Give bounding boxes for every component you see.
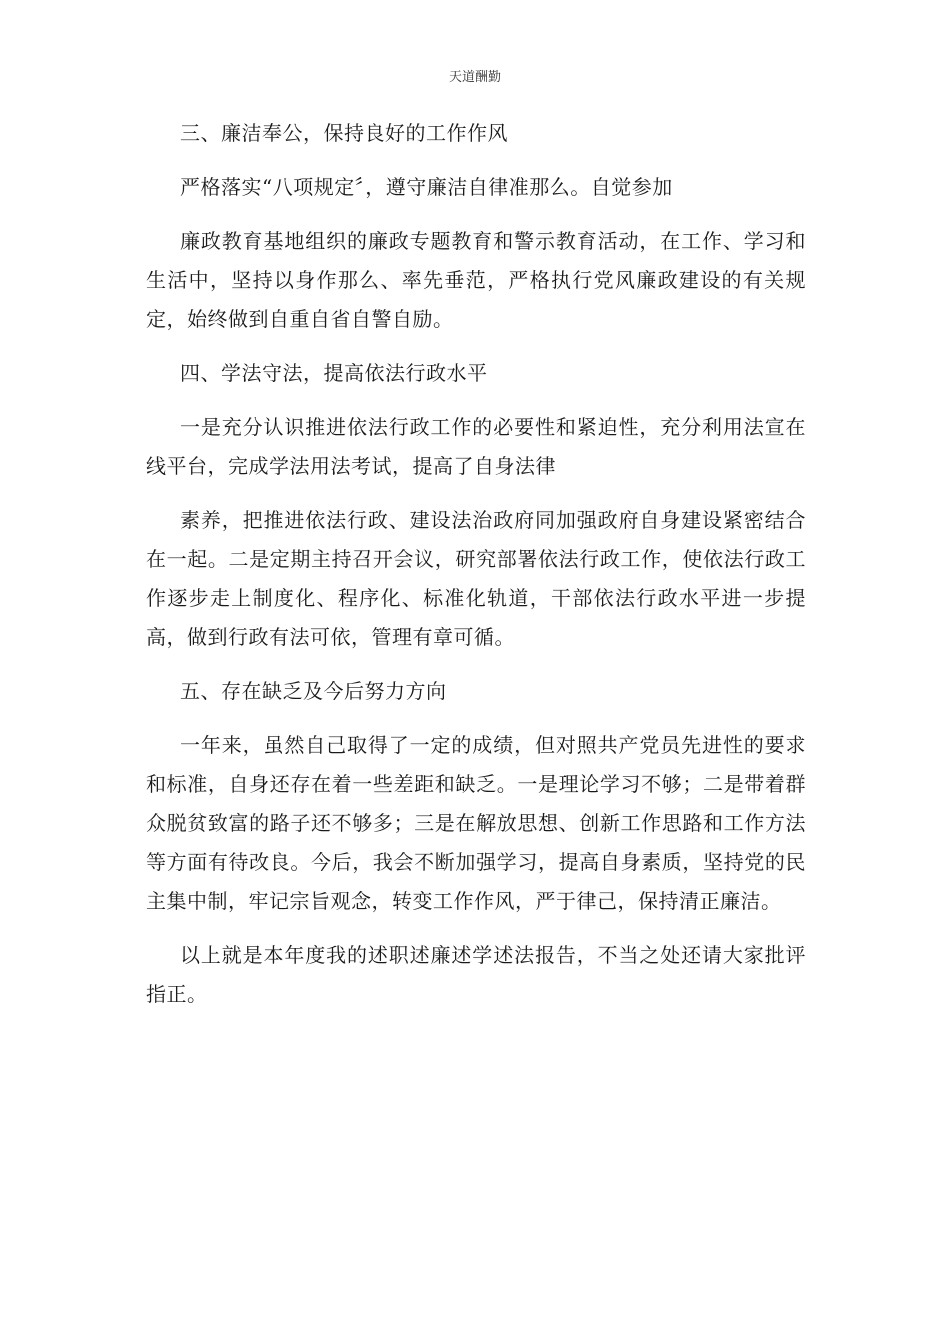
section-heading-integrity: 三、廉洁奉公，保持良好的工作作风	[180, 121, 508, 145]
section-heading-shortcomings: 五、存在缺乏及今后努力方向	[180, 679, 447, 703]
paragraph-eight-rules: 严格落实“八项规定〞，遵守廉洁自律准那么。自觉参加	[180, 175, 673, 199]
document-body	[146, 114, 806, 1029]
page-header: 天道酬勤	[448, 70, 501, 85]
paragraph-law-administration: 素养，把推进依法行政、建设法治政府同加强政府自身建设紧密结合在一起。二是定期主持召开会议，研究部署依法行政工作，使依法行政工作逐步走上制度化、程序化、标准化轨道，干部依法行政水平进一步提高，做到行政有法可依，管理有章可循。	[146, 508, 806, 649]
paragraph-law-study: 一是充分认识推进依法行政工作的必要性和紧迫性，充分利用法宣在线平台，完成学法用法考试，提高了自身法律	[146, 415, 806, 478]
section-heading-law: 四、学法守法，提高依法行政水平	[180, 361, 488, 385]
paragraph-closing: 以上就是本年度我的述职述廉述学述法报告，不当之处还请大家批评指正。	[146, 943, 806, 1006]
paragraph-integrity-education: 廉政教育基地组织的廉政专题教育和警示教育活动，在工作、学习和生活中，坚持以身作那么、率先垂范，严格执行党风廉政建设的有关规定，始终做到自重自省自警自励。	[146, 229, 806, 331]
paragraph-shortcomings: 一年来，虽然自己取得了一定的成绩，但对照共产党员先进性的要求和标准，自身还存在着一些差距和缺乏。一是理论学习不够；二是带着群众脱贫致富的路子还不够多；三是在解放思想、创新工作思路和工作方法等方面有待改良。今后，我会不断加强学习，提高自身素质，坚持党的民主集中制，牢记宗旨观念，转变工作作风，严于律己，保持清正廉洁。	[146, 733, 806, 913]
